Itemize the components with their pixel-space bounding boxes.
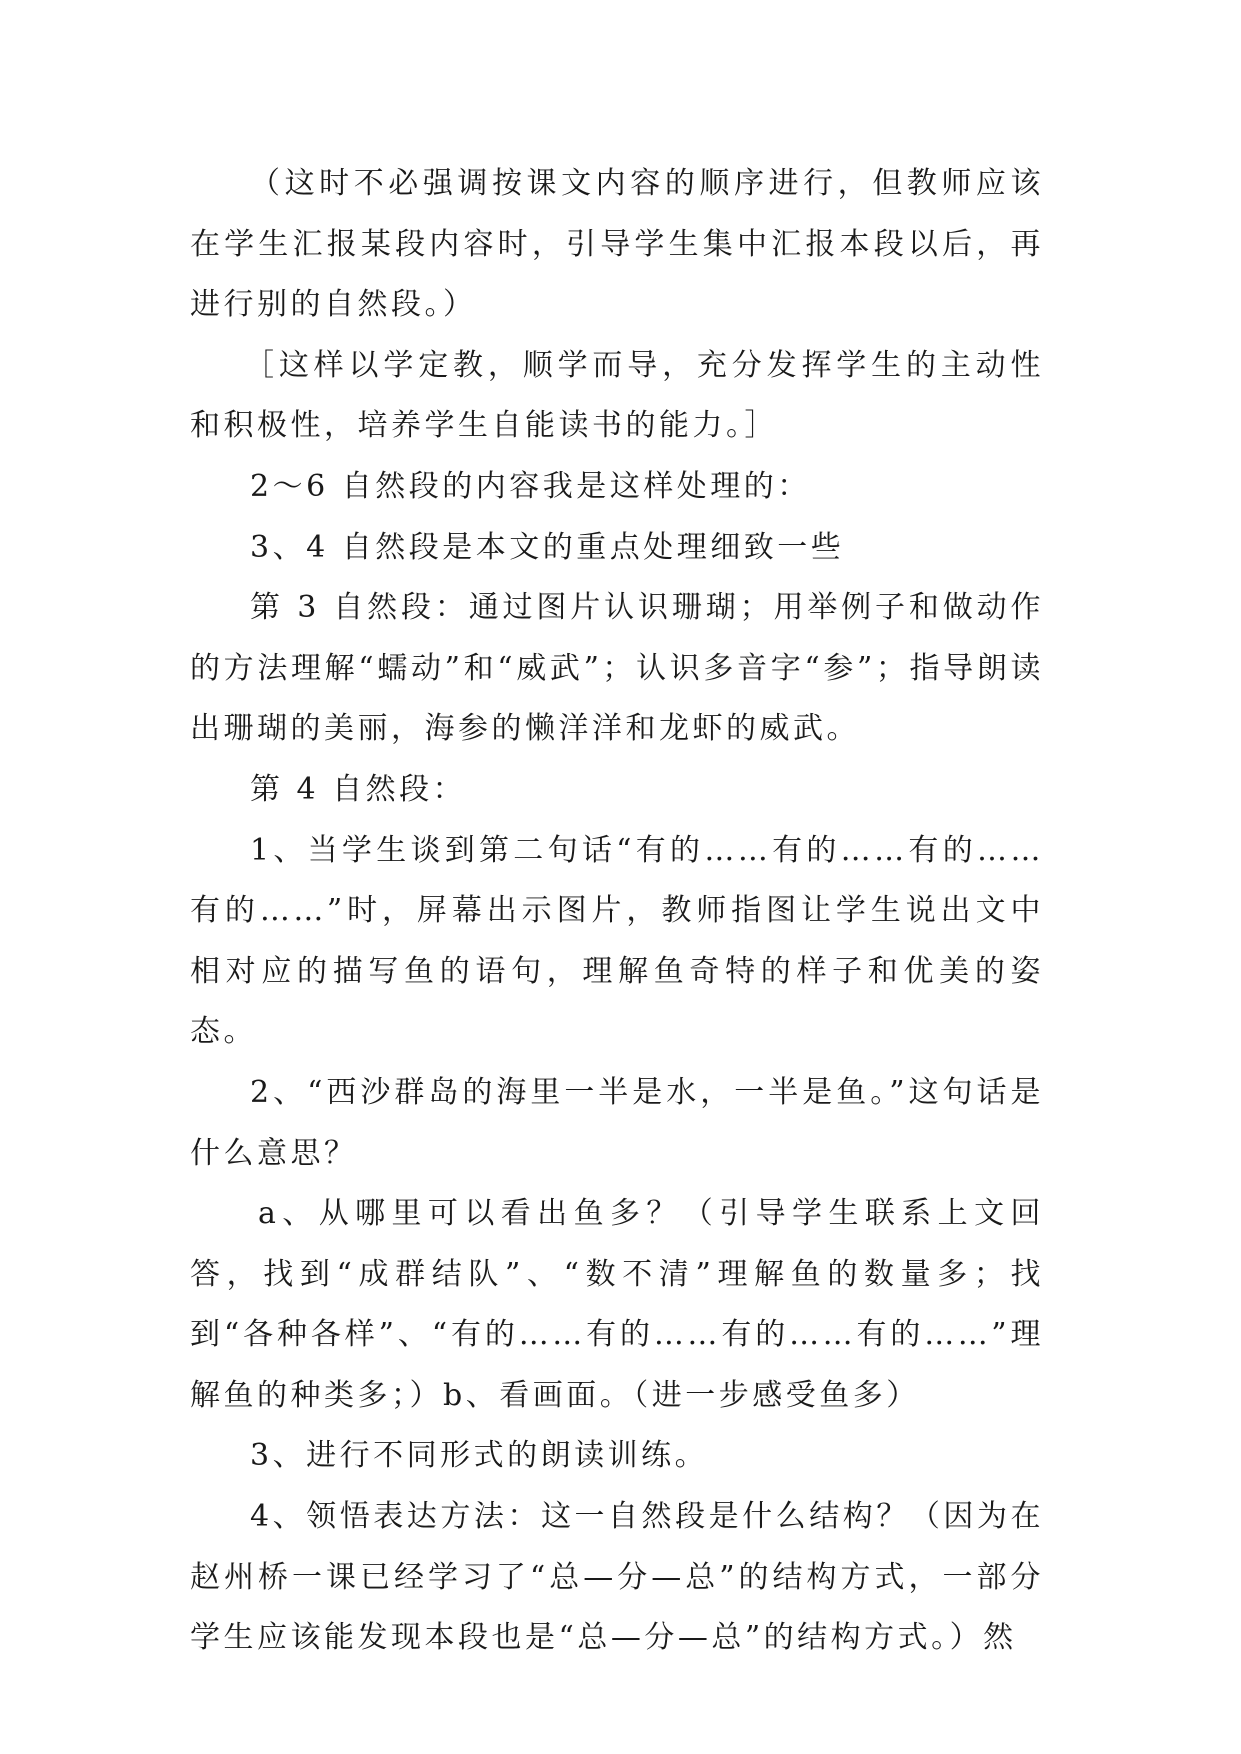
- paragraph-teacher-note: （这时不必强调按课文内容的顺序进行，但教师应该在学生汇报某段内容时，引导学生集中汇报本段以后，再进行别的自然段。）: [190, 166, 1044, 323]
- paragraph-item-4: 4、领悟表达方法：这一自然段是什么结构？（因为在赵州桥一课已经学习了“总—分—总”的结构方式，一部分学生应该能发现本段也是“总—分—总”的结构方式。）然: [190, 1499, 1044, 1656]
- paragraph-section-3-4: 3、4 自然段是本文的重点处理细致一些: [250, 529, 845, 565]
- paragraph-item-2: 2、“西沙群岛的海里一半是水，一半是鱼。”这句话是什么意思？: [190, 1074, 1044, 1171]
- paragraph-item-3: 3、进行不同形式的朗读训练。: [250, 1438, 709, 1474]
- paragraph-item-1: 1、当学生谈到第二句话“有的……有的……有的……有的……”时，屏幕出示图片，教师指图让学生说出文中相对应的描写鱼的语句，理解鱼奇特的样子和优美的姿态。: [190, 832, 1044, 1050]
- paragraph-section-4-heading: 第 4 自然段：: [250, 771, 467, 807]
- paragraph-section-2-6: 2～6 自然段的内容我是这样处理的：: [250, 468, 811, 504]
- paragraph-item-a: a、从哪里可以看出鱼多？（引导学生联系上文回答，找到“成群结队”、“数不清”理解鱼的数量多；找到“各种各样”、“有的……有的……有的……有的……”理解鱼的种类多；）b、看画面。（进一步感受鱼多）: [190, 1196, 1044, 1413]
- document-body: [190, 154, 1044, 1669]
- paragraph-bracket-comment: ［这样以学定教，顺学而导，充分发挥学生的主动性和积极性，培养学生自能读书的能力。］: [190, 347, 1044, 444]
- paragraph-section-3: 第 3 自然段：通过图片认识珊瑚；用举例子和做动作的方法理解“蠕动”和“威武”；认识多音字“参”；指导朗读出珊瑚的美丽，海参的懒洋洋和龙虾的威武。: [190, 590, 1044, 747]
